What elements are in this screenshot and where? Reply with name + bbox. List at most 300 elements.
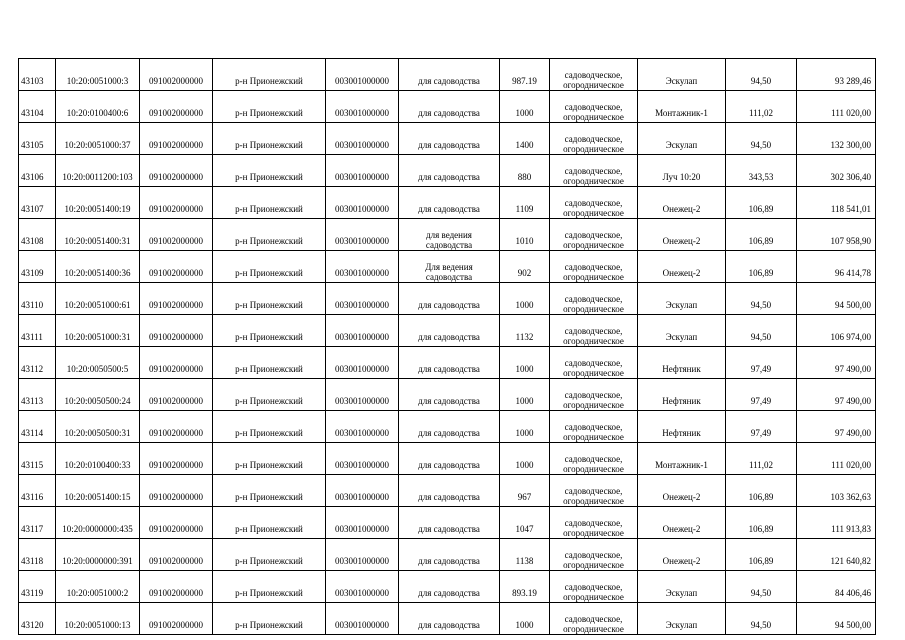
specific-value-text: 106,89 [748, 236, 774, 246]
cadastral-number-cell [56, 539, 140, 571]
partnership-text: Нефтяник [662, 396, 701, 406]
record-number-text: 43104 [21, 108, 44, 118]
category-code-cell [326, 411, 399, 443]
category-code-cell [326, 59, 399, 91]
cadastral-number-cell [56, 91, 140, 123]
partnership-cell [638, 475, 726, 507]
use-category-cell [550, 219, 638, 251]
partnership-text: Онежец-2 [662, 268, 701, 278]
use-category-cell [550, 155, 638, 187]
partnership-text: Онежец-2 [662, 492, 701, 502]
district-text: р-н Прионежский [235, 364, 303, 374]
district-cell [213, 347, 326, 379]
record-number-text: 43111 [21, 332, 43, 342]
district-cell [213, 411, 326, 443]
cadastral-value-cell [797, 315, 876, 347]
cadastral-number-text: 10:20:0050500:31 [64, 428, 131, 438]
cadastral-number-text: 10:20:0100400:33 [64, 460, 131, 470]
category-code-text: 003001000000 [335, 204, 389, 214]
cadastral-number-text: 10:20:0051000:2 [66, 588, 129, 598]
cadastral-value-text: 302 306,40 [830, 172, 871, 182]
area-cell [500, 347, 550, 379]
permitted-use-cell [399, 219, 500, 251]
district-cell [213, 475, 326, 507]
cadastral-number-text: 10:20:0051000:61 [64, 300, 131, 310]
district-text: р-н Прионежский [235, 300, 303, 310]
area-cell [500, 187, 550, 219]
permitted-use-cell [399, 315, 500, 347]
use-category-cell [550, 123, 638, 155]
use-category-line: садоводческое, [564, 390, 623, 400]
cadastral-number-text: 10:20:0051400:19 [64, 204, 131, 214]
permitted-use-line: для садоводства [418, 428, 480, 438]
record-number-cell [19, 315, 56, 347]
okato-code-cell [140, 347, 213, 379]
partnership-cell [638, 347, 726, 379]
okato-code-cell [140, 187, 213, 219]
use-category-line: огородническое [563, 112, 624, 122]
area-text: 1000 [515, 364, 534, 374]
district-text: р-н Прионежский [235, 204, 303, 214]
permitted-use-cell [399, 251, 500, 283]
specific-value-cell [726, 571, 797, 603]
cadastral-value-text: 103 362,63 [830, 492, 871, 502]
record-number-text: 43103 [21, 76, 44, 86]
table-row [19, 315, 876, 347]
district-cell [213, 91, 326, 123]
use-category-line: садоводческое, [564, 518, 623, 528]
category-code-text: 003001000000 [335, 428, 389, 438]
use-category-cell [550, 539, 638, 571]
district-cell [213, 507, 326, 539]
specific-value-text: 106,89 [748, 556, 774, 566]
use-category-line: садоводческое, [564, 134, 623, 144]
record-number-text: 43119 [21, 588, 44, 598]
cadastral-value-text: 97 490,00 [835, 396, 871, 406]
cadastral-value-text: 121 640,82 [830, 556, 871, 566]
partnership-cell [638, 443, 726, 475]
district-text: р-н Прионежский [235, 396, 303, 406]
use-category-line: огородническое [563, 336, 624, 346]
use-category-line: огородническое [563, 400, 624, 410]
table-row [19, 571, 876, 603]
category-code-text: 003001000000 [335, 460, 389, 470]
area-text: 1000 [515, 108, 534, 118]
cadastral-number-text: 10:20:0051400:36 [64, 268, 131, 278]
district-text: р-н Прионежский [235, 556, 303, 566]
record-number-text: 43118 [21, 556, 44, 566]
record-number-text: 43108 [21, 236, 44, 246]
record-number-text: 43113 [21, 396, 44, 406]
okato-code-cell [140, 443, 213, 475]
cadastral-number-cell [56, 315, 140, 347]
table-row [19, 251, 876, 283]
area-cell [500, 507, 550, 539]
cadastral-value-text: 93 289,46 [835, 76, 871, 86]
okato-code-text: 091002000000 [149, 76, 203, 86]
record-number-text: 43112 [21, 364, 44, 374]
okato-code-cell [140, 155, 213, 187]
category-code-cell [326, 315, 399, 347]
specific-value-cell [726, 379, 797, 411]
area-text: 1400 [515, 140, 534, 150]
record-number-cell [19, 475, 56, 507]
okato-code-cell [140, 91, 213, 123]
permitted-use-cell [399, 347, 500, 379]
okato-code-cell [140, 251, 213, 283]
partnership-cell [638, 187, 726, 219]
table-row [19, 443, 876, 475]
category-code-text: 003001000000 [335, 140, 389, 150]
table-row [19, 219, 876, 251]
cadastral-number-cell [56, 155, 140, 187]
cadastral-number-text: 10:20:0051000:31 [64, 332, 131, 342]
table-row [19, 475, 876, 507]
use-category-cell [550, 251, 638, 283]
record-number-cell [19, 571, 56, 603]
use-category-line: огородническое [563, 432, 624, 442]
permitted-use-line: для садоводства [418, 460, 480, 470]
use-category-line: садоводческое, [564, 422, 623, 432]
cadastral-value-text: 107 958,90 [830, 236, 871, 246]
permitted-use-line: для садоводства [418, 492, 480, 502]
okato-code-text: 091002000000 [149, 204, 203, 214]
use-category-line: садоводческое, [564, 614, 623, 624]
partnership-cell [638, 59, 726, 91]
use-category-line: садоводческое, [564, 326, 623, 336]
specific-value-text: 94,50 [750, 300, 772, 310]
cadastral-number-text: 10:20:0100400:6 [66, 108, 129, 118]
specific-value-cell [726, 443, 797, 475]
cadastral-value-cell [797, 59, 876, 91]
cadastral-number-cell [56, 59, 140, 91]
specific-value-cell [726, 603, 797, 635]
cadastral-number-cell [56, 283, 140, 315]
specific-value-cell [726, 475, 797, 507]
use-category-cell [550, 411, 638, 443]
use-category-line: огородническое [563, 144, 624, 154]
area-text: 1000 [515, 620, 534, 630]
use-category-line: садоводческое, [564, 102, 623, 112]
cadastral-number-text: 10:20:0051400:15 [64, 492, 131, 502]
record-number-cell [19, 443, 56, 475]
permitted-use-cell [399, 475, 500, 507]
table-row [19, 123, 876, 155]
category-code-cell [326, 443, 399, 475]
okato-code-cell [140, 379, 213, 411]
category-code-text: 003001000000 [335, 620, 389, 630]
record-number-cell [19, 411, 56, 443]
cadastral-number-cell [56, 507, 140, 539]
area-cell [500, 379, 550, 411]
okato-code-text: 091002000000 [149, 364, 203, 374]
district-text: р-н Прионежский [235, 268, 303, 278]
specific-value-text: 111,02 [748, 108, 774, 118]
area-cell [500, 283, 550, 315]
okato-code-text: 091002000000 [149, 620, 203, 630]
district-cell [213, 571, 326, 603]
use-category-line: садоводческое, [564, 486, 623, 496]
use-category-line: огородническое [563, 208, 624, 218]
okato-code-cell [140, 219, 213, 251]
cadastral-value-cell [797, 219, 876, 251]
record-number-text: 43105 [21, 140, 44, 150]
permitted-use-line: для садоводства [418, 108, 480, 118]
okato-code-text: 091002000000 [149, 556, 203, 566]
use-category-line: огородническое [563, 240, 624, 250]
category-code-text: 003001000000 [335, 396, 389, 406]
table-row [19, 59, 876, 91]
category-code-text: 003001000000 [335, 108, 389, 118]
table-row [19, 91, 876, 123]
record-number-text: 43117 [21, 524, 44, 534]
area-text: 902 [517, 268, 532, 278]
cadastral-number-text: 10:20:0051400:31 [64, 236, 131, 246]
record-number-cell [19, 603, 56, 635]
category-code-text: 003001000000 [335, 268, 389, 278]
category-code-cell [326, 603, 399, 635]
area-cell [500, 315, 550, 347]
district-text: р-н Прионежский [235, 492, 303, 502]
use-category-line: огородническое [563, 368, 624, 378]
cadastral-number-text: 10:20:0000000:391 [62, 556, 133, 566]
permitted-use-cell [399, 379, 500, 411]
cadastral-number-text: 10:20:0051000:3 [66, 76, 129, 86]
record-number-text: 43115 [21, 460, 44, 470]
district-cell [213, 283, 326, 315]
category-code-text: 003001000000 [335, 588, 389, 598]
okato-code-cell [140, 283, 213, 315]
category-code-cell [326, 571, 399, 603]
cadastral-number-text: 10:20:0000000:435 [62, 524, 133, 534]
use-category-cell [550, 475, 638, 507]
cadastral-value-cell [797, 187, 876, 219]
partnership-cell [638, 507, 726, 539]
permitted-use-cell [399, 443, 500, 475]
area-text: 1000 [515, 300, 534, 310]
use-category-line: садоводческое, [564, 70, 623, 80]
cadastral-number-cell [56, 571, 140, 603]
specific-value-text: 106,89 [748, 268, 774, 278]
district-cell [213, 59, 326, 91]
category-code-text: 003001000000 [335, 524, 389, 534]
area-text: 1109 [515, 204, 534, 214]
cadastral-number-cell [56, 411, 140, 443]
cadastral-value-text: 97 490,00 [835, 428, 871, 438]
table-row [19, 155, 876, 187]
district-text: р-н Прионежский [235, 236, 303, 246]
use-category-cell [550, 379, 638, 411]
district-cell [213, 219, 326, 251]
specific-value-text: 106,89 [748, 524, 774, 534]
partnership-text: Луч 10:20 [662, 172, 701, 182]
use-category-line: огородническое [563, 176, 624, 186]
category-code-text: 003001000000 [335, 236, 389, 246]
specific-value-cell [726, 187, 797, 219]
permitted-use-line: для садоводства [418, 524, 480, 534]
cadastral-value-text: 84 406,46 [835, 588, 871, 598]
record-number-text: 43110 [21, 300, 44, 310]
category-code-cell [326, 347, 399, 379]
cadastral-number-cell [56, 443, 140, 475]
cadastral-number-text: 10:20:0051000:13 [64, 620, 131, 630]
partnership-cell [638, 91, 726, 123]
specific-value-text: 94,50 [750, 332, 772, 342]
record-number-cell [19, 123, 56, 155]
category-code-cell [326, 379, 399, 411]
use-category-cell [550, 443, 638, 475]
okato-code-text: 091002000000 [149, 332, 203, 342]
permitted-use-cell [399, 571, 500, 603]
area-text: 1138 [515, 556, 534, 566]
permitted-use-line: для садоводства [418, 204, 480, 214]
use-category-line: садоводческое, [564, 358, 623, 368]
cadastral-value-cell [797, 475, 876, 507]
cadastral-value-cell [797, 283, 876, 315]
area-cell [500, 219, 550, 251]
record-number-text: 43116 [21, 492, 44, 502]
use-category-cell [550, 507, 638, 539]
cadastral-value-text: 106 974,00 [830, 332, 871, 342]
cadastral-number-cell [56, 475, 140, 507]
cadastral-number-cell [56, 347, 140, 379]
partnership-text: Эскулап [665, 620, 698, 630]
specific-value-text: 343,53 [748, 172, 774, 182]
table-body [19, 59, 876, 635]
area-text: 1132 [515, 332, 534, 342]
partnership-cell [638, 251, 726, 283]
partnership-cell [638, 283, 726, 315]
category-code-cell [326, 539, 399, 571]
area-text: 1047 [515, 524, 534, 534]
okato-code-text: 091002000000 [149, 396, 203, 406]
use-category-line: садоводческое, [564, 294, 623, 304]
specific-value-text: 97,49 [750, 428, 772, 438]
specific-value-cell [726, 315, 797, 347]
permitted-use-cell [399, 283, 500, 315]
use-category-line: огородническое [563, 496, 624, 506]
okato-code-text: 091002000000 [149, 428, 203, 438]
category-code-text: 003001000000 [335, 300, 389, 310]
category-code-text: 003001000000 [335, 172, 389, 182]
area-cell [500, 475, 550, 507]
record-number-cell [19, 379, 56, 411]
district-text: р-н Прионежский [235, 140, 303, 150]
permitted-use-cell [399, 91, 500, 123]
partnership-cell [638, 411, 726, 443]
okato-code-cell [140, 315, 213, 347]
partnership-text: Монтажник-1 [655, 108, 708, 118]
cadastral-value-text: 94 500,00 [835, 620, 871, 630]
category-code-cell [326, 219, 399, 251]
table-row [19, 507, 876, 539]
area-cell [500, 571, 550, 603]
area-cell [500, 443, 550, 475]
partnership-cell [638, 315, 726, 347]
permitted-use-line: для садоводства [418, 332, 480, 342]
partnership-text: Эскулап [665, 588, 698, 598]
permitted-use-line: садоводства [425, 272, 473, 282]
category-code-cell [326, 155, 399, 187]
cadastral-number-cell [56, 187, 140, 219]
okato-code-text: 091002000000 [149, 492, 203, 502]
partnership-text: Эскулап [665, 332, 698, 342]
record-number-cell [19, 59, 56, 91]
use-category-line: садоводческое, [564, 166, 623, 176]
category-code-text: 003001000000 [335, 76, 389, 86]
partnership-text: Онежец-2 [662, 524, 701, 534]
okato-code-text: 091002000000 [149, 236, 203, 246]
table-row [19, 347, 876, 379]
cadastral-value-text: 111 020,00 [831, 108, 871, 118]
use-category-line: садоводческое, [564, 582, 623, 592]
cadastral-value-text: 132 300,00 [830, 140, 871, 150]
partnership-text: Онежец-2 [662, 556, 701, 566]
table-row [19, 411, 876, 443]
cadastral-value-cell [797, 123, 876, 155]
partnership-text: Эскулап [665, 140, 698, 150]
district-text: р-н Прионежский [235, 460, 303, 470]
cadastral-value-cell [797, 507, 876, 539]
cadastral-number-cell [56, 219, 140, 251]
use-category-line: садоводческое, [564, 262, 623, 272]
specific-value-cell [726, 123, 797, 155]
category-code-cell [326, 251, 399, 283]
partnership-text: Онежец-2 [662, 236, 701, 246]
partnership-cell [638, 603, 726, 635]
district-cell [213, 603, 326, 635]
permitted-use-cell [399, 411, 500, 443]
area-text: 967 [517, 492, 532, 502]
area-text: 1000 [515, 396, 534, 406]
category-code-cell [326, 507, 399, 539]
okato-code-text: 091002000000 [149, 300, 203, 310]
permitted-use-line: для садоводства [418, 396, 480, 406]
area-cell [500, 539, 550, 571]
area-text: 1010 [515, 236, 534, 246]
area-text: 893.19 [512, 588, 537, 598]
area-cell [500, 91, 550, 123]
category-code-cell [326, 283, 399, 315]
district-text: р-н Прионежский [235, 588, 303, 598]
specific-value-cell [726, 283, 797, 315]
partnership-cell [638, 539, 726, 571]
cadastral-value-cell [797, 91, 876, 123]
area-cell [500, 123, 550, 155]
category-code-text: 003001000000 [335, 332, 389, 342]
specific-value-cell [726, 347, 797, 379]
cadastral-value-text: 96 414,78 [835, 268, 871, 278]
category-code-text: 003001000000 [335, 556, 389, 566]
record-number-cell [19, 155, 56, 187]
cadastral-value-cell [797, 603, 876, 635]
use-category-line: садоводческое, [564, 550, 623, 560]
cadastral-value-cell [797, 443, 876, 475]
use-category-line: садоводческое, [564, 230, 623, 240]
use-category-line: огородническое [563, 592, 624, 602]
district-cell [213, 155, 326, 187]
partnership-text: Нефтяник [662, 428, 701, 438]
table-row [19, 379, 876, 411]
use-category-line: садоводческое, [564, 454, 623, 464]
specific-value-cell [726, 155, 797, 187]
category-code-cell [326, 91, 399, 123]
record-number-cell [19, 539, 56, 571]
cadastral-value-cell [797, 539, 876, 571]
use-category-line: огородническое [563, 80, 624, 90]
okato-code-text: 091002000000 [149, 588, 203, 598]
partnership-cell [638, 379, 726, 411]
